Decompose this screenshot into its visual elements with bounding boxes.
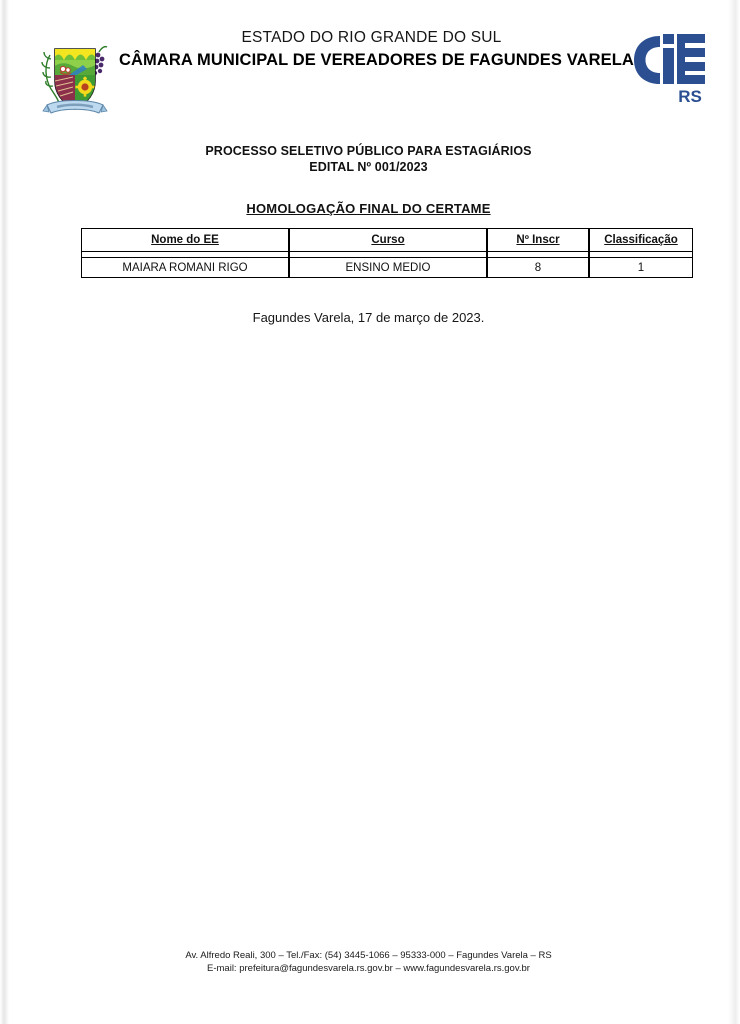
- page-edge-shadow-right: [728, 0, 740, 1024]
- table-header-label-classificacao: Classificação: [604, 234, 678, 246]
- section-title: HOMOLOGAÇÃO FINAL DO CERTAME: [246, 201, 491, 216]
- table-header-label-curso: Curso: [371, 234, 405, 246]
- page-edge-shadow-left: [0, 0, 9, 1024]
- table-cell-nome: MAIARA ROMANI RIGO: [81, 258, 289, 278]
- date-line: Fagundes Varela, 17 de março de 2023.: [252, 310, 485, 325]
- table-header-cell-inscricao: [487, 228, 589, 252]
- notice-line-1: PROCESSO SELETIVO PÚBLICO PARA ESTAGIÁRIOS: [205, 144, 532, 158]
- notice-block: [9, 143, 728, 175]
- section-title-block: [9, 200, 728, 218]
- table-row: [81, 258, 693, 278]
- table-header-cell-classificacao: [589, 228, 693, 252]
- header-title-block: [119, 28, 634, 71]
- institution-title: CÂMARA MUNICIPAL DE VEREADORES DE FAGUNDES VARELA: [119, 51, 634, 69]
- page-sheet: [9, 0, 728, 1024]
- table-cell-inscricao: 8: [487, 258, 589, 278]
- footer-address-line: Av. Alfredo Reali, 300 – Tel./Fax: (54) 3445-1066 – 95333-000 – Fagundes Varela – RS: [185, 950, 552, 961]
- ciee-rs-logo-icon: [630, 24, 710, 108]
- table-header-label-inscricao: Nº Inscr: [516, 234, 560, 246]
- results-table-wrapper: [81, 228, 678, 278]
- table-cell-curso: ENSINO MEDIO: [289, 258, 487, 278]
- table-header-cell-curso: [289, 228, 487, 252]
- table-cell-classificacao: 1: [589, 258, 693, 278]
- coat-of-arms-icon: [39, 25, 111, 121]
- table-header-row: [81, 228, 693, 252]
- results-table: [81, 228, 693, 278]
- table-header-label-nome: Nome do EE: [151, 234, 219, 246]
- document-header: [9, 22, 728, 122]
- document-footer: [9, 950, 728, 975]
- table-header-cell-nome: [81, 228, 289, 252]
- footer-contact-line: E-mail: prefeitura@fagundesvarela.rs.gov.br – www.fagundesvarela.rs.gov.br: [207, 962, 530, 974]
- ciee-logo-rs-text: RS: [678, 87, 702, 106]
- state-title: ESTADO DO RIO GRANDE DO SUL: [241, 29, 502, 46]
- notice-line-2: EDITAL Nº 001/2023: [309, 160, 428, 174]
